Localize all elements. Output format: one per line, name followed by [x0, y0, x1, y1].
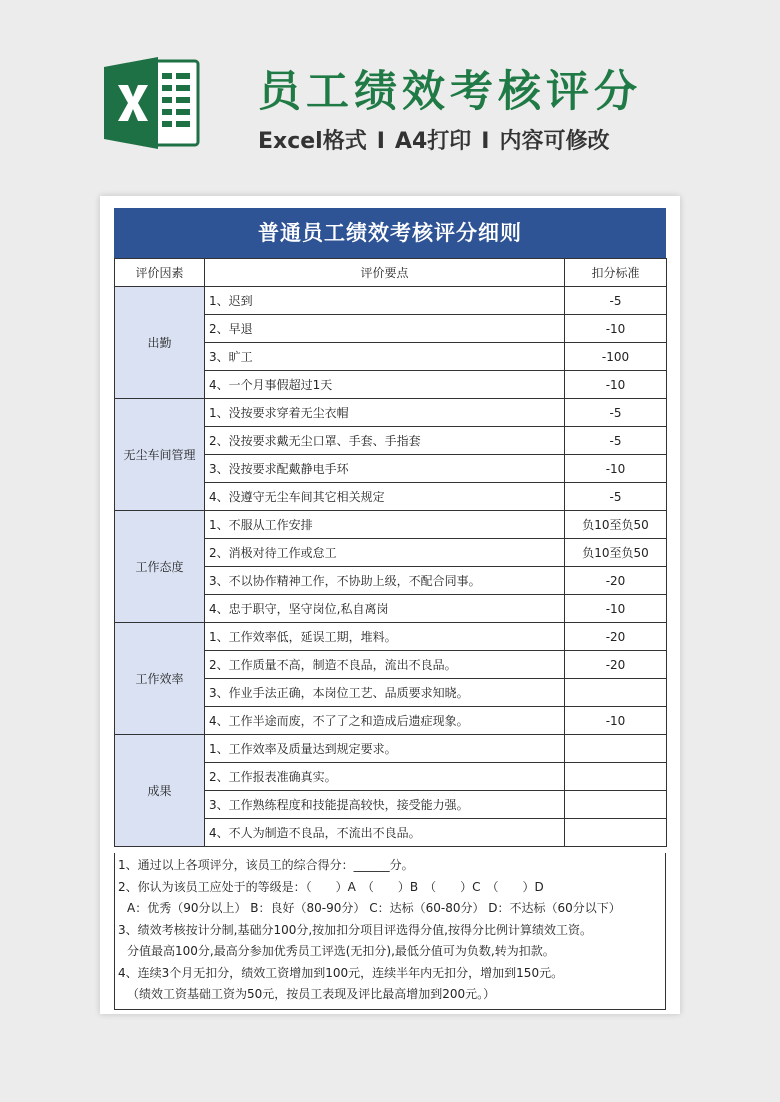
point-cell: 1、工作效率低，延误工期，堆料。: [205, 623, 565, 651]
factor-cell: 无尘车间管理: [115, 399, 205, 511]
factor-cell: 成果: [115, 735, 205, 847]
table-row: [115, 735, 667, 763]
subtitle-format: Excel格式: [258, 129, 367, 154]
score-cell: -100: [565, 343, 667, 371]
point-cell: 2、早退: [205, 315, 565, 343]
factor-cell: 工作态度: [115, 511, 205, 623]
point-cell: 1、迟到: [205, 287, 565, 315]
note-line: 3、绩效考核按计分制,基础分100分,按加扣分项目评选得分值,按得分比例计算绩效工资。: [118, 922, 592, 937]
score-cell: -5: [565, 287, 667, 315]
sheet-banner: 普通员工绩效考核评分细则: [114, 208, 666, 258]
point-cell: 1、工作效率及质量达到规定要求。: [205, 735, 565, 763]
score-cell: -10: [565, 371, 667, 399]
subtitle-separator: I: [376, 129, 385, 154]
excel-icon: [102, 55, 202, 151]
note-line: 4、连续3个月无扣分，绩效工资增加到100元，连续半年内无扣分，增加到150元。: [118, 965, 564, 980]
table-row: [115, 399, 667, 427]
point-cell: 2、工作质量不高，制造不良品，流出不良品。: [205, 651, 565, 679]
score-cell: -5: [565, 483, 667, 511]
note-line: A：优秀（90分以上） B：良好（80-90分） C：达标（60-80分） D：不达标（60分以下）: [127, 901, 621, 915]
table-row: [115, 511, 667, 539]
scoring-table: [114, 258, 667, 847]
point-cell: 2、工作报表准确真实。: [205, 763, 565, 791]
point-cell: 4、一个月事假超过1天: [205, 371, 565, 399]
score-cell: -5: [565, 427, 667, 455]
factor-cell: 工作效率: [115, 623, 205, 735]
point-cell: 4、没遵守无尘车间其它相关规定: [205, 483, 565, 511]
point-cell: 3、作业手法正确，本岗位工艺、品质要求知晓。: [205, 679, 565, 707]
subtitle-print: A4打印: [394, 129, 472, 154]
score-cell: -10: [565, 455, 667, 483]
score-cell: -20: [565, 651, 667, 679]
point-cell: 3、旷工: [205, 343, 565, 371]
score-cell: [565, 819, 667, 847]
note-line: 分值最高100分,最高分参加优秀员工评选(无扣分),最低分值可为负数,转为扣款。: [127, 944, 555, 958]
score-cell: -20: [565, 567, 667, 595]
document-sheet: [100, 196, 680, 1014]
point-cell: 4、忠于职守，坚守岗位,私自离岗: [205, 595, 565, 623]
page-subtitle: [258, 124, 609, 155]
point-cell: 3、工作熟练程度和技能提高较快，接受能力强。: [205, 791, 565, 819]
score-cell: [565, 735, 667, 763]
point-cell: 3、不以协作精神工作，不协助上级，不配合同事。: [205, 567, 565, 595]
note-line: 1、通过以上各项评分，该员工的综合得分：______分。: [118, 858, 414, 872]
score-cell: [565, 763, 667, 791]
point-cell: 3、没按要求配戴静电手环: [205, 455, 565, 483]
subtitle-editable: 内容可修改: [499, 129, 610, 154]
score-cell: [565, 679, 667, 707]
score-cell: -5: [565, 399, 667, 427]
factor-cell: 出勤: [115, 287, 205, 399]
table-header-row: [115, 259, 667, 287]
point-cell: 2、消极对待工作或怠工: [205, 539, 565, 567]
point-cell: 4、不人为制造不良品，不流出不良品。: [205, 819, 565, 847]
table-body: [115, 287, 667, 847]
column-header-score: 扣分标准: [565, 259, 667, 287]
page-header: [0, 0, 780, 190]
score-cell: -10: [565, 595, 667, 623]
point-cell: 4、工作半途而废，不了了之和造成后遗症现象。: [205, 707, 565, 735]
score-cell: 负10至负50: [565, 539, 667, 567]
subtitle-separator: I: [481, 129, 490, 154]
note-line: 2、你认为该员工应处于的等级是：（ ）A （ ）B （ ）C （ ）D: [118, 879, 544, 894]
score-cell: [565, 791, 667, 819]
column-header-factor: 评价因素: [115, 259, 205, 287]
point-cell: 2、没按要求戴无尘口罩、手套、手指套: [205, 427, 565, 455]
score-cell: 负10至负50: [565, 511, 667, 539]
page-title: 员工绩效考核评分: [258, 67, 642, 117]
note-line: （绩效工资基础工资为50元，按员工表现及评比最高增加到200元。）: [127, 987, 496, 1001]
score-cell: -20: [565, 623, 667, 651]
table-row: [115, 287, 667, 315]
column-header-point: 评价要点: [205, 259, 565, 287]
point-cell: 1、不服从工作安排: [205, 511, 565, 539]
table-row: [115, 623, 667, 651]
point-cell: 1、没按要求穿着无尘衣帽: [205, 399, 565, 427]
score-cell: -10: [565, 707, 667, 735]
notes-section: [114, 853, 666, 1010]
score-cell: -10: [565, 315, 667, 343]
